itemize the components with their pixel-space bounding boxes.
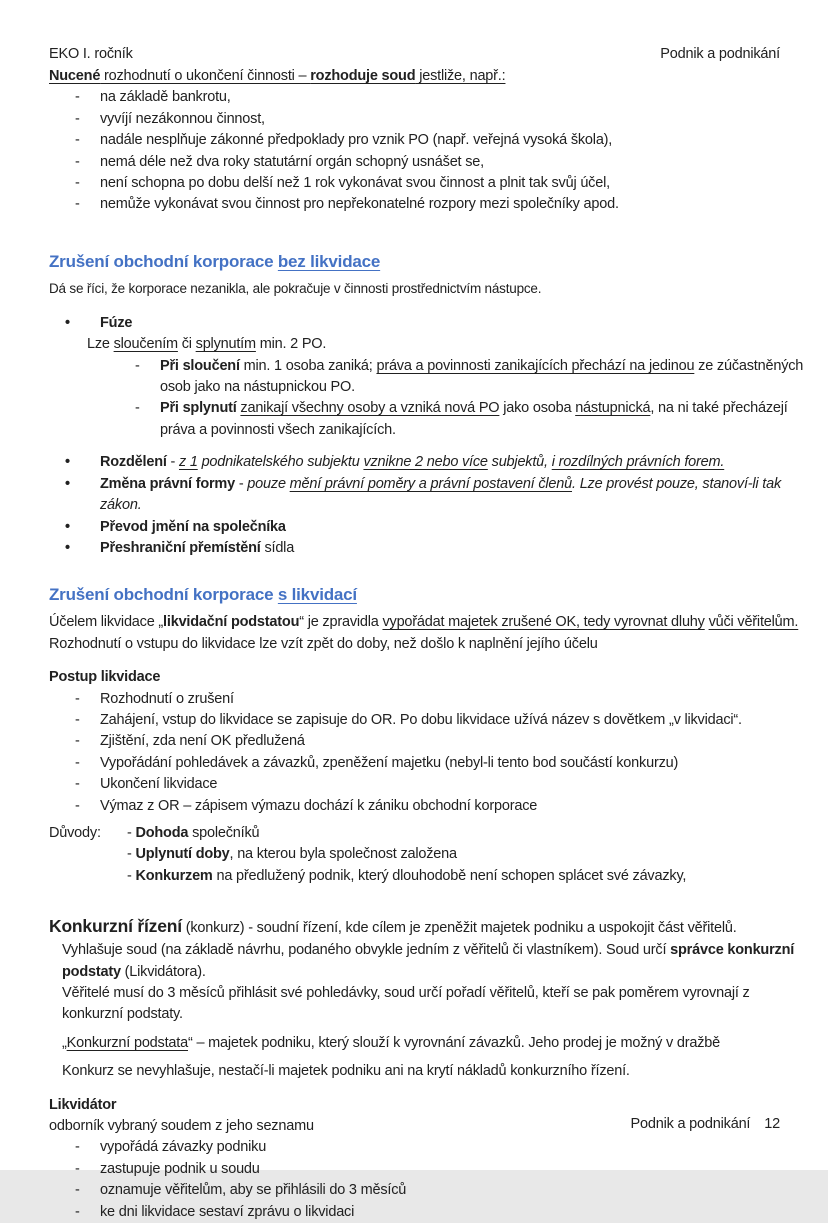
- text-segment: i rozdílných právních forem.: [551, 454, 725, 471]
- dash-list-item: [49, 398, 810, 441]
- paragraph: [49, 983, 810, 1026]
- blank-line: [49, 887, 810, 914]
- list-item-text: [100, 474, 810, 517]
- dash-marker: -: [75, 1203, 80, 1220]
- dash-list-item: [49, 689, 810, 710]
- text-segment: správce konkurzní podstaty: [62, 942, 795, 980]
- list-item-text: [100, 452, 810, 473]
- row-label: Důvody:: [49, 824, 101, 841]
- text-segment: Výmaz z OR – zápisem výmazu dochází k zániku obchodní korporace: [100, 797, 538, 814]
- list-item-text: [100, 109, 810, 130]
- text-segment: nemůže vykonávat svou činnost pro nepřekonatelné rozpory mezi společníky apod.: [100, 196, 619, 213]
- list-item-text: [100, 517, 810, 538]
- text-segment: Účelem likvidace „: [49, 614, 164, 631]
- paragraph: [49, 612, 810, 633]
- text-segment: .: [572, 475, 580, 492]
- list-item-text: [100, 689, 810, 710]
- list-item-text: [100, 313, 810, 334]
- dash-list-item: [49, 796, 810, 817]
- paragraph: [49, 667, 810, 688]
- text-segment: nemá déle než dva roky statutární orgán schopný usnášet se,: [100, 153, 484, 170]
- text-segment: -: [235, 475, 248, 492]
- bullet-marker: •: [65, 314, 70, 331]
- text-segment: Konkurzní podstata: [66, 1034, 188, 1051]
- list-item-text: [100, 753, 810, 774]
- text-segment: vypořádá závazky podniku: [100, 1139, 267, 1156]
- text-segment: Fúze: [100, 314, 133, 331]
- list-item-text: [100, 130, 810, 151]
- text-segment: splynutím: [195, 336, 256, 353]
- text-segment: Lze: [87, 336, 114, 353]
- list-item-text: [100, 731, 810, 752]
- list-item-text: [100, 1202, 810, 1223]
- text-segment: Věřitelé musí do 3 měsíců přihlásit své pohledávky, soud určí pořadí věřitelů, kteří se pak poměrem vyrovnají z konkurzní podstaty.: [62, 985, 750, 1023]
- text-segment: Zrušení obchodní korporace: [49, 585, 278, 605]
- dash-list-item: [49, 130, 810, 151]
- dash-marker: -: [135, 400, 140, 417]
- text-segment: “ – majetek podniku, který slouží k vyrovnání závazků. Jeho prodej je možný v dražbě: [187, 1034, 721, 1051]
- blank-line: [49, 559, 810, 570]
- list-item-text: [160, 356, 810, 399]
- paragraph: [49, 940, 810, 983]
- dash-marker: -: [75, 797, 80, 814]
- section-heading: [49, 583, 810, 607]
- text-segment: zanikají všechny osoby a vzniká nová PO: [240, 400, 500, 417]
- text-segment: Dohoda: [135, 824, 189, 841]
- text-segment: rozhodnutí o ukončení činnosti –: [100, 68, 311, 84]
- dash-marker: -: [75, 733, 80, 750]
- section-heading: [49, 250, 810, 274]
- paragraph: [49, 1033, 810, 1054]
- text-segment: odborník vybraný soudem z jeho seznamu: [49, 1118, 314, 1135]
- text-segment: Při splynutí: [160, 400, 237, 417]
- text-segment: Převod jmění na společníka: [100, 518, 286, 535]
- dash-marker: -: [75, 754, 80, 771]
- text-segment: na základě bankrotu,: [100, 89, 231, 106]
- document-body: [49, 66, 810, 1223]
- bullet-list-item: [49, 517, 810, 538]
- dash-list-item: [49, 710, 810, 731]
- text-segment: vyvíjí nezákonnou činnost,: [100, 110, 265, 127]
- list-item-text: [160, 398, 810, 441]
- text-segment: Při sloučení: [160, 357, 240, 374]
- row-line: [127, 844, 810, 865]
- dash-list-item: [49, 774, 810, 795]
- text-segment: Postup likvidace: [49, 669, 161, 686]
- dash-marker: -: [75, 89, 80, 106]
- dash-marker: -: [75, 711, 80, 728]
- text-segment: podnikatelského subjektu: [197, 454, 364, 471]
- paragraph: [49, 914, 810, 940]
- dash-list-item: [49, 173, 810, 194]
- page-header: [49, 44, 780, 65]
- text-segment: Zrušení obchodní korporace: [49, 251, 278, 271]
- text-segment: Konkurzní řízení: [49, 916, 182, 937]
- paragraph: [49, 66, 810, 87]
- bullet-marker: •: [65, 539, 70, 556]
- list-item-text: [100, 774, 810, 795]
- list-item-text: [100, 538, 810, 559]
- text-segment: , na ni také přecházejí práva a povinnosti všech zanikajících.: [160, 400, 788, 438]
- row-line: [127, 866, 810, 887]
- text-segment: subjektů,: [487, 454, 552, 471]
- dash-marker: -: [75, 1182, 80, 1199]
- text-segment: s likvidací: [277, 585, 357, 605]
- dash-list-item: [49, 1202, 810, 1223]
- text-segment: -: [127, 824, 136, 841]
- dash-list-item: [49, 194, 810, 215]
- text-segment: „: [62, 1034, 67, 1051]
- text-segment: či: [177, 336, 196, 353]
- paragraph: [49, 1061, 810, 1082]
- dash-marker: -: [75, 175, 80, 192]
- page-footer: [631, 1114, 780, 1135]
- labeled-row: [49, 823, 810, 887]
- paragraph: [49, 334, 810, 355]
- text-segment: Rozhodnutí o zrušení: [100, 690, 234, 707]
- text-segment: Vyhlašuje soud (na základě návrhu, podaného obvykle jedním z věřitelů či vlastníkem). Soud určí: [62, 942, 671, 959]
- list-item-text: [100, 796, 810, 817]
- text-segment: zastupuje podnik u soudu: [100, 1160, 260, 1177]
- dash-list-item: [49, 1159, 810, 1180]
- text-segment: sloučením: [113, 336, 178, 353]
- text-segment: Likvidátor: [49, 1096, 117, 1113]
- text-segment: Uplynutí doby: [135, 846, 230, 863]
- list-item-text: [100, 173, 810, 194]
- text-segment: Zjištění, zda není OK předlužená: [100, 733, 305, 750]
- blank-line: [49, 441, 810, 452]
- list-item-text: [100, 152, 810, 173]
- list-item-text: [100, 194, 810, 215]
- dash-list-item: [49, 109, 810, 130]
- text-segment: bez likvidace: [277, 251, 381, 271]
- dash-list-item: [49, 753, 810, 774]
- text-segment: Konkurzem: [135, 867, 213, 884]
- text-segment: z 1: [178, 454, 198, 471]
- text-segment: nástupnická: [575, 400, 651, 417]
- text-segment: vůči věřitelům.: [708, 614, 799, 631]
- blank-line: [49, 302, 810, 313]
- text-segment: Přeshraniční přemístění: [100, 539, 261, 556]
- text-segment: jako osoba: [499, 400, 576, 417]
- bullet-list-item: [49, 474, 810, 517]
- text-segment: -: [127, 846, 136, 863]
- text-segment: -: [166, 454, 179, 471]
- text-segment: jestliže, např.:: [415, 68, 506, 84]
- text-segment: Konkurz se nevyhlašuje, nestačí-li majetek podniku ani na krytí nákladů konkurzního řízení.: [62, 1063, 630, 1080]
- paragraph: [49, 1095, 810, 1116]
- list-item-text: [100, 1159, 810, 1180]
- dash-marker: -: [75, 132, 80, 149]
- text-segment: nadále nesplňuje zákonné předpoklady pro vznik PO (např. veřejná vysoká škola),: [100, 132, 613, 149]
- text-segment: Dá se říci, že korporace nezanikla, ale pokračuje v činnosti prostřednictvím nástupce.: [49, 280, 542, 296]
- dash-list-item: [49, 87, 810, 108]
- dash-marker: -: [75, 1139, 80, 1156]
- text-segment: (konkurz) - soudní řízení, kde cílem je zpeněžit majetek podniku a uspokojit část věřitelů.: [181, 920, 737, 937]
- dash-list-item: [49, 731, 810, 752]
- dash-marker: -: [75, 153, 80, 170]
- row-lines: [127, 823, 810, 887]
- text-segment: Vypořádání pohledávek a závazků, zpeněžení majetku (nebyl-li tento bod součástí konkurzu): [100, 754, 679, 771]
- bullet-list-item: [49, 313, 810, 334]
- text-segment: Rozhodnutí o vstupu do likvidace lze vzít zpět do doby, než došlo k naplnění jejího účelu: [49, 635, 598, 652]
- text-segment: rozhoduje soud: [310, 68, 416, 84]
- header-left-text: EKO I. ročník: [49, 46, 133, 62]
- paragraph: [49, 279, 810, 302]
- dash-marker: -: [75, 690, 80, 707]
- dash-marker: -: [75, 110, 80, 127]
- text-segment: není schopna po dobu delší než 1 rok vykonávat svou činnost a plnit tak svůj účel,: [100, 175, 610, 192]
- row-line: [127, 823, 810, 844]
- text-segment: -: [127, 867, 136, 884]
- text-segment: (Likvidátora).: [120, 963, 206, 980]
- text-segment: pouze: [247, 475, 290, 492]
- text-segment: vypořádat majetek zrušené OK, tedy vyrovnat dluhy: [382, 614, 705, 631]
- text-segment: min. 1 osoba zaniká;: [239, 357, 377, 374]
- dash-marker: -: [75, 1160, 80, 1177]
- bullet-marker: •: [65, 475, 70, 492]
- text-segment: “ je zpravidla: [299, 614, 383, 631]
- list-item-text: [100, 87, 810, 108]
- footer-label: Podnik a podnikání: [630, 1116, 751, 1132]
- dash-list-item: [49, 152, 810, 173]
- text-segment: sídla: [260, 539, 295, 556]
- text-segment: mění právní poměry a právní postavení členů: [289, 475, 573, 492]
- bullet-list-item: [49, 538, 810, 559]
- text-segment: na předlužený podnik, který dlouhodobě není schopen splácet své závazky,: [212, 867, 687, 884]
- bullet-marker: •: [65, 518, 70, 535]
- list-item-text: [100, 710, 810, 731]
- bullet-list-item: [49, 452, 810, 473]
- text-segment: likvidační podstatou: [163, 614, 300, 631]
- text-segment: práva a povinnosti zanikajících přechází na jedinou: [376, 357, 695, 374]
- text-segment: Rozdělení: [100, 454, 167, 471]
- list-item-text: [100, 1180, 810, 1201]
- header-right-text: Podnik a podnikání: [660, 46, 780, 62]
- text-segment: Změna právní formy: [100, 475, 235, 492]
- text-segment: Ukončení likvidace: [100, 776, 218, 793]
- bullet-marker: •: [65, 454, 70, 471]
- text-segment: vznikne 2 nebo více: [363, 454, 488, 471]
- footer-page-number: 12: [764, 1116, 780, 1132]
- list-item-text: [100, 1137, 810, 1158]
- dash-marker: -: [75, 776, 80, 793]
- dash-marker: -: [75, 196, 80, 213]
- dash-list-item: [49, 1137, 810, 1158]
- text-segment: ke dni likvidace sestaví zprávu o likvidaci: [100, 1203, 355, 1220]
- text-segment: Zahájení, vstup do likvidace se zapisuje do OR. Po dobu likvidace užívá název s dovětkem „v likvidaci“.: [100, 711, 742, 728]
- text-segment: ze zúčastněných osob jako na nástupnickou PO.: [160, 357, 804, 396]
- dash-marker: -: [135, 357, 140, 374]
- text-segment: , na kterou byla společnost založena: [229, 846, 457, 863]
- dash-list-item: [49, 1180, 810, 1201]
- text-segment: min. 2 PO.: [255, 336, 327, 353]
- text-segment: společníků: [188, 824, 260, 841]
- text-segment: oznamuje věřitelům, aby se přihlásili do 3 měsíců: [100, 1182, 407, 1199]
- blank-line: [49, 216, 810, 237]
- text-segment: Nucené: [49, 68, 101, 84]
- paragraph: [49, 634, 810, 655]
- dash-list-item: [49, 356, 810, 399]
- text-segment: Lze provést pouze, stanoví-li tak zákon.: [100, 475, 782, 514]
